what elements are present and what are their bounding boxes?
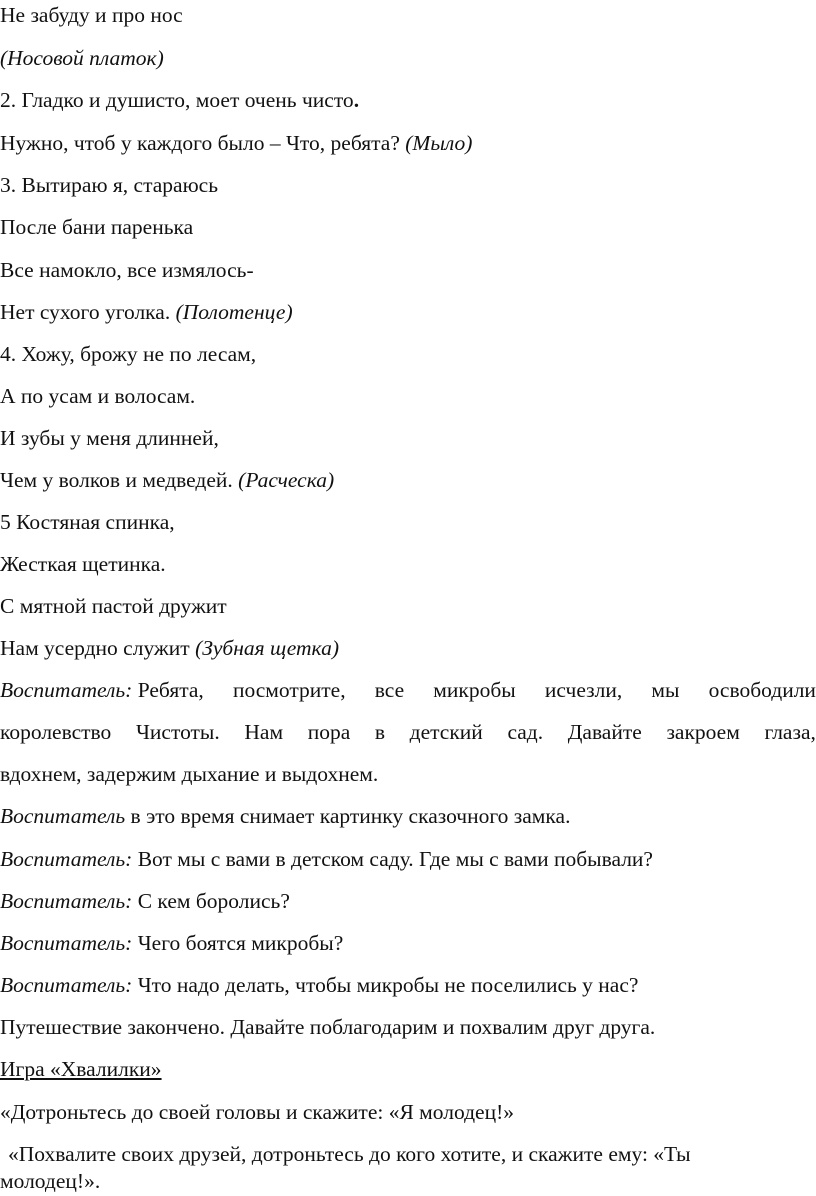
game-instruction <box>0 1099 514 1125</box>
riddle-text: А по усам и волосам. <box>0 384 196 408</box>
speaker-label: Воспитатель <box>0 804 126 828</box>
dialogue-text: Что надо делать, чтобы микробы не поселились у нас? <box>137 973 639 997</box>
answer-text: (Мыло) <box>405 131 473 155</box>
game-instruction <box>0 1168 100 1194</box>
word: микробы <box>433 678 516 702</box>
paragraph-text: вдохнем, задержим дыхание и выдохнем. <box>0 762 379 786</box>
riddle-text: Все намокло, все измялось- <box>0 258 254 282</box>
speaker-label: Воспитатель: <box>0 973 133 997</box>
word: сад. <box>507 720 544 744</box>
riddle-line <box>0 299 293 325</box>
riddle-line <box>0 383 195 409</box>
riddle-line <box>0 425 219 451</box>
dialogue-line <box>0 972 638 998</box>
instruction-text: «Похвалите своих друзей, дотроньтесь до кого хотите, и скажите ему: «Ты <box>8 1142 691 1166</box>
speaker-label: Воспитатель: <box>0 678 133 702</box>
riddle-line <box>0 635 339 661</box>
riddle-line <box>0 341 256 367</box>
game-title-text: Игра «Хвалилки» <box>0 1057 162 1081</box>
dialogue-paragraph-line <box>0 677 816 703</box>
word: освободили <box>708 678 816 702</box>
dialogue-line <box>0 930 343 956</box>
instruction-text: «Дотроньтесь до своей головы и скажите: «Я молодец!» <box>0 1100 515 1124</box>
dialogue-text: Чего боятся микробы? <box>137 931 344 955</box>
riddle-text: Нам усердно служит <box>0 636 190 660</box>
riddle-line <box>0 593 227 619</box>
word: Чистоты. <box>135 720 220 744</box>
word: в <box>374 720 386 744</box>
word: королевство <box>0 720 112 744</box>
word: посмотрите, <box>232 678 346 702</box>
speaker-phrase <box>0 677 204 703</box>
dialogue-line <box>0 888 290 914</box>
speaker-label: Воспитатель: <box>0 931 133 955</box>
word: глаза, <box>764 720 816 744</box>
dialogue-line <box>0 846 653 872</box>
riddle-text: 3. Вытираю я, стараюсь <box>0 173 219 197</box>
riddle-text: 5 Костяная спинка, <box>0 510 175 534</box>
riddle-text: Нужно, чтоб у каждого было – Что, ребята? <box>0 131 400 155</box>
riddle-line <box>0 87 359 113</box>
riddle-text: 2. Гладко и душисто, моет очень чисто <box>0 88 354 112</box>
riddle-text: Жесткая щетинка. <box>0 552 166 576</box>
speaker-label: Воспитатель: <box>0 847 133 871</box>
riddle-line <box>0 130 472 156</box>
word: исчезли, <box>544 678 623 702</box>
riddle-text: Не забуду и про нос <box>0 3 183 27</box>
dialogue-paragraph-line <box>0 761 378 787</box>
word: мы <box>651 678 680 702</box>
riddle-line <box>0 467 334 493</box>
word: Ребята, <box>137 678 204 702</box>
riddle-answer <box>0 45 164 71</box>
word: закроем <box>666 720 740 744</box>
word: детский <box>409 720 483 744</box>
game-instruction <box>8 1141 691 1167</box>
answer-text: (Носовой платок) <box>0 46 164 70</box>
riddle-line <box>0 2 183 28</box>
dialogue-text: Путешествие закончено. Давайте поблагодарим и похвалим друг друга. <box>0 1015 656 1039</box>
word: пора <box>307 720 351 744</box>
instruction-text: молодец!». <box>0 1169 101 1193</box>
answer-text: (Зубная щетка) <box>195 636 339 660</box>
riddle-text: 4. Хожу, брожу не по лесам, <box>0 342 257 366</box>
riddle-text: С мятной пастой дружит <box>0 594 227 618</box>
dialogue-text: Вот мы с вами в детском саду. Где мы с вами побывали? <box>137 847 653 871</box>
riddle-text: Нет сухого уголка. <box>0 300 171 324</box>
bold-period: . <box>353 88 360 112</box>
riddle-text: Чем у волков и медведей. <box>0 468 233 492</box>
speaker-label: Воспитатель: <box>0 889 133 913</box>
word: Давайте <box>567 720 642 744</box>
riddle-text: И зубы у меня длинней, <box>0 426 219 450</box>
riddle-line <box>0 172 218 198</box>
word: все <box>374 678 405 702</box>
riddle-line <box>0 509 175 535</box>
riddle-text: После бани паренька <box>0 215 194 239</box>
answer-text: (Расческа) <box>238 468 335 492</box>
dialogue-line <box>0 803 570 829</box>
answer-text: (Полотенце) <box>175 300 293 324</box>
riddle-line <box>0 214 193 240</box>
riddle-line <box>0 257 254 283</box>
dialogue-text: в это время снимает картинку сказочного замка. <box>130 804 571 828</box>
dialogue-text: С кем боролись? <box>137 889 290 913</box>
riddle-line <box>0 551 166 577</box>
game-title <box>0 1056 162 1082</box>
word: Нам <box>244 720 284 744</box>
dialogue-paragraph-line <box>0 719 816 745</box>
dialogue-line <box>0 1014 655 1040</box>
